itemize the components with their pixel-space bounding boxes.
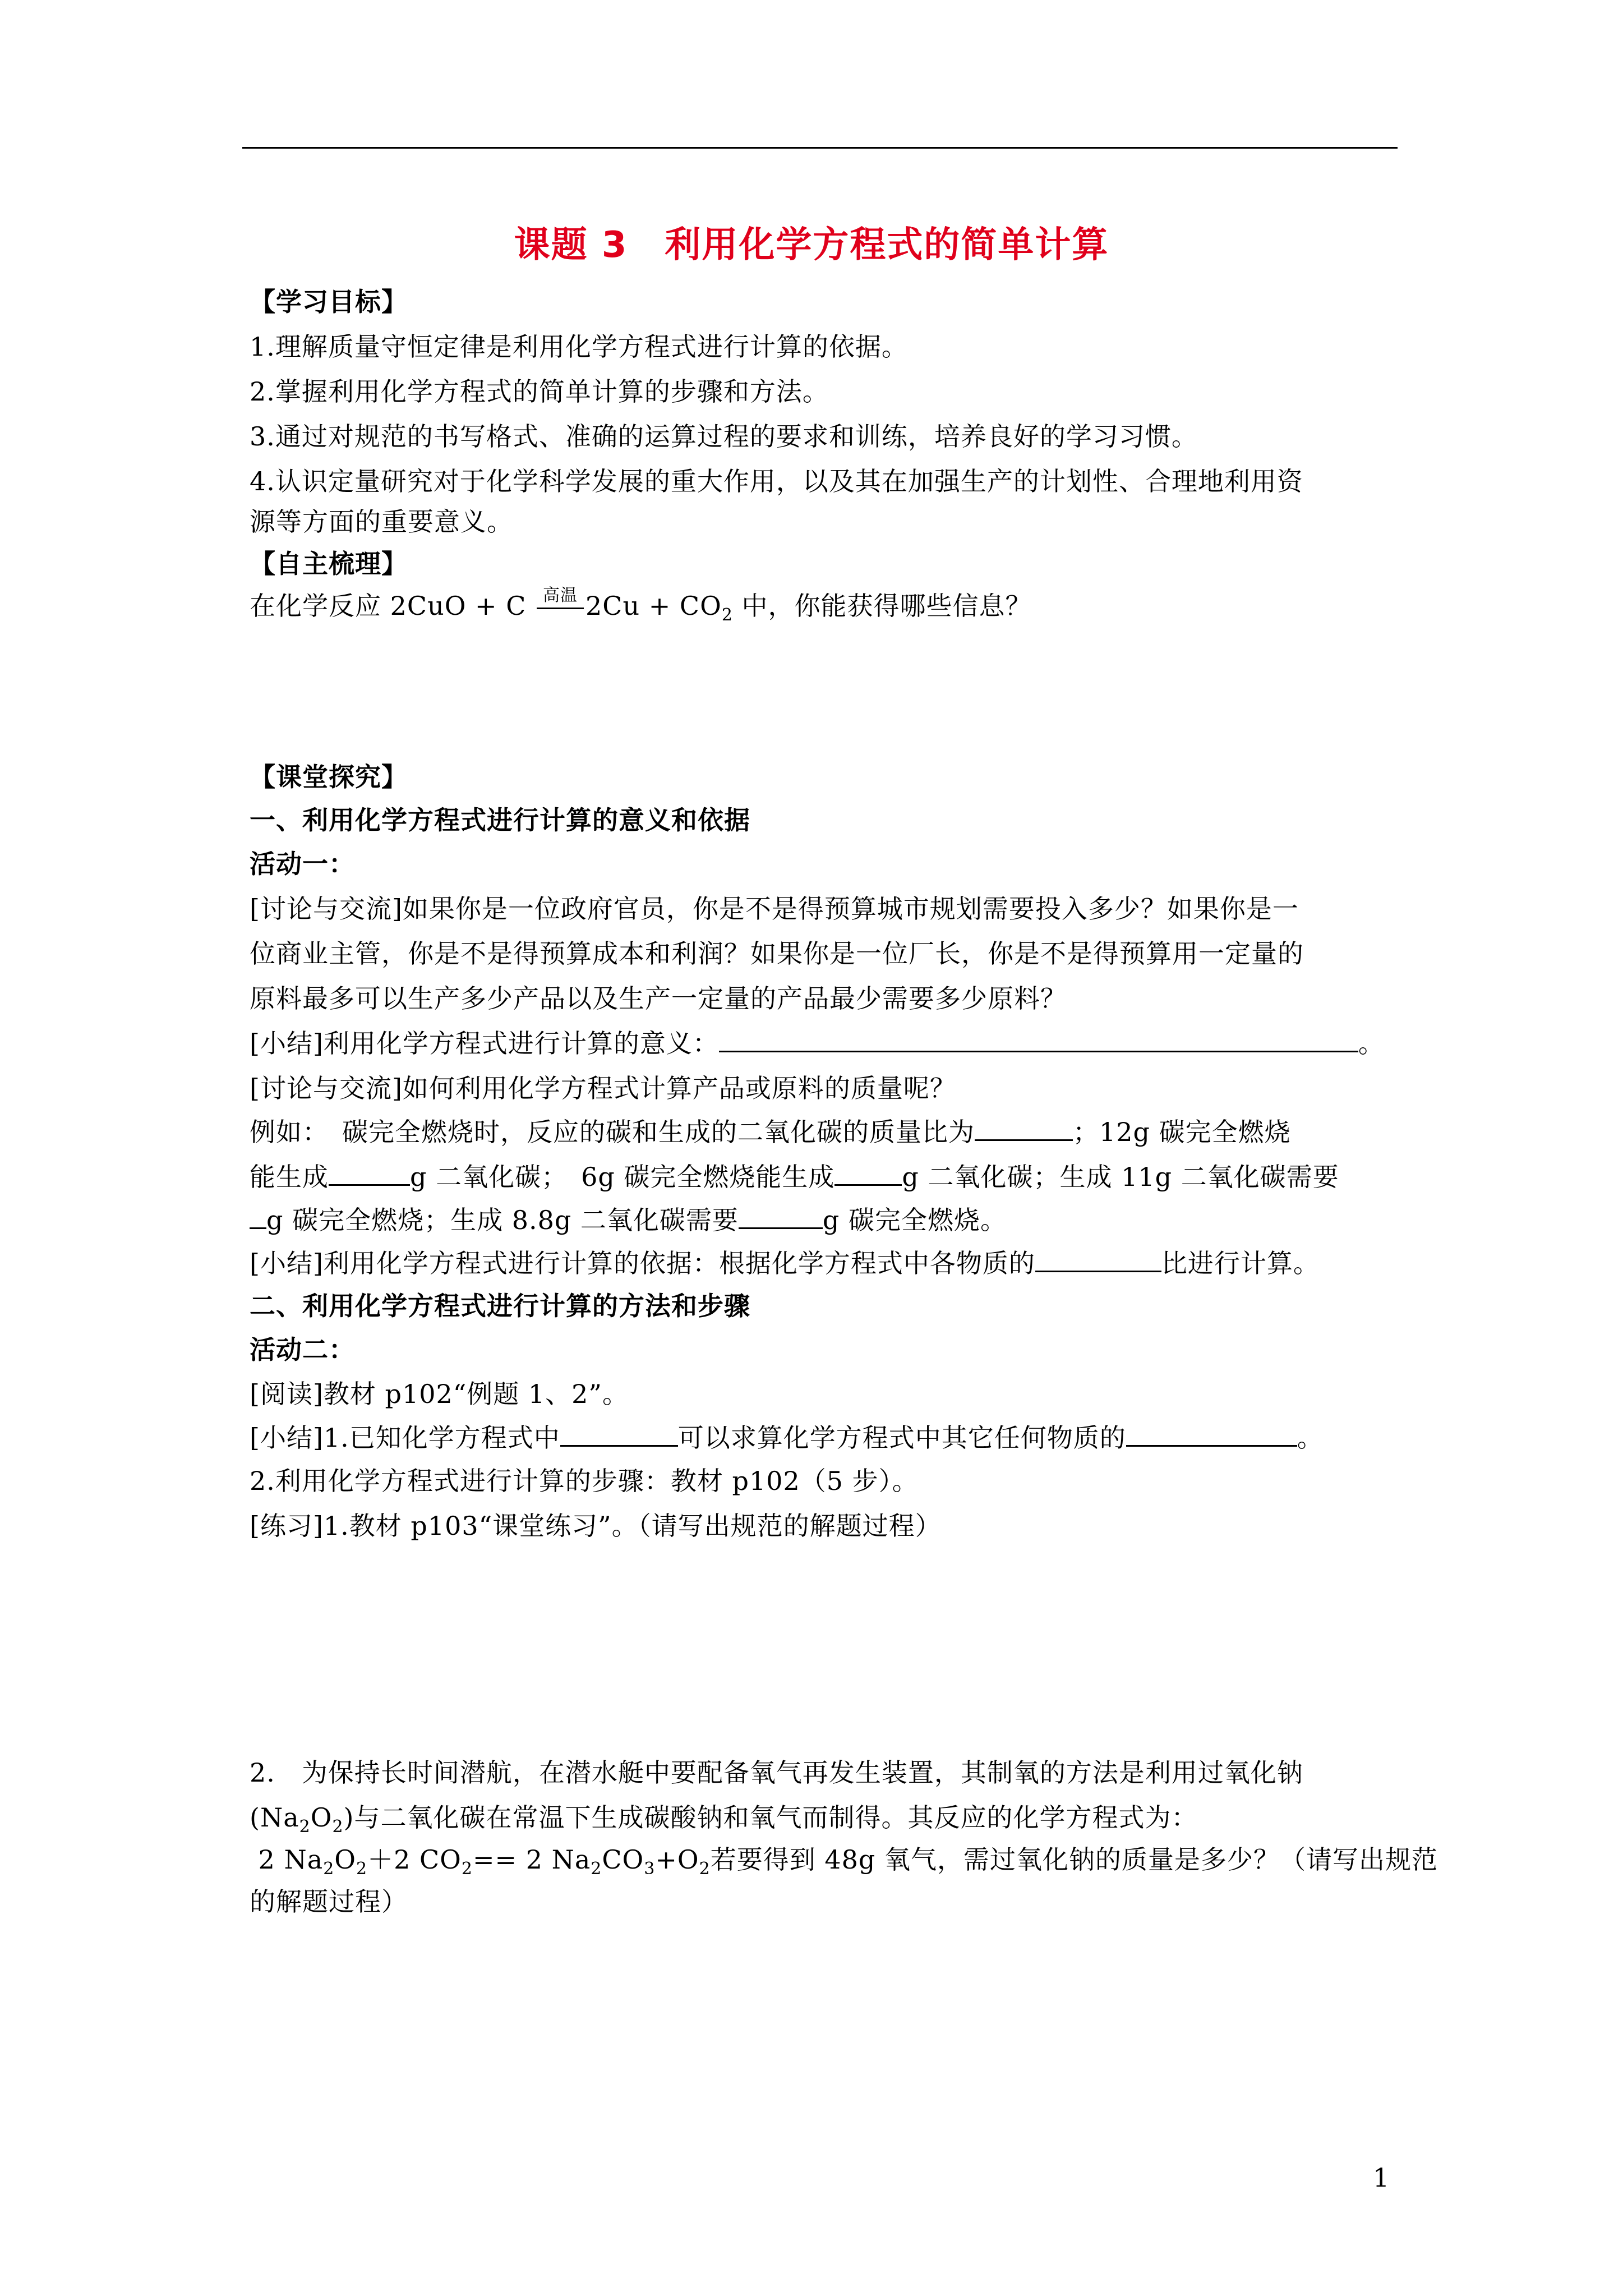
header-rule xyxy=(242,147,1398,149)
answer-blank[interactable] xyxy=(1035,1247,1161,1272)
answer-blank[interactable] xyxy=(560,1421,678,1447)
objective-item: 1.理解质量守恒定律是利用化学方程式进行计算的依据。 xyxy=(250,332,908,362)
section-heading: 二、利用化学方程式进行计算的方法和步骤 xyxy=(250,1291,750,1321)
example-text: g 碳完全燃烧；生成 8.8g 二氧化碳需要 g 碳完全燃烧。 xyxy=(250,1203,1007,1237)
summary-steps: 2.利用化学方程式进行计算的步骤：教材 p102（5 步）。 xyxy=(250,1466,919,1496)
question-text: $(Na_2O_2)$与二氧化碳在常温下生成碳酸钠和氧气而制得。其反应的化学方程式为： xyxy=(250,1802,1198,1837)
question-text: 2 $Na_2O_2+2$ $CO_2== 2$ $Na_2CO_3+O_2$若要得到 48g 氧气，需过氧化钠的质量是多少？（请写出规范 xyxy=(250,1844,1438,1879)
reaction-condition xyxy=(535,586,585,623)
objective-item: 3.通过对规范的书写格式、准确的运算过程的要求和训练，培养良好的学习习惯。 xyxy=(250,421,1198,452)
example-text: 能生成 g 二氧化碳； 6g 碳完全燃烧能生成 g 二氧化碳；生成 11g 二氧化碳需要 xyxy=(250,1162,1339,1192)
reading-text: [阅读]教材 p102“例题 1、2”。 xyxy=(250,1379,629,1409)
reaction-condition-label: 高温 xyxy=(543,586,578,605)
summary-method: [小结]1.已知化学方程式中 可以求算化学方程式中其它任何物质的 。 xyxy=(250,1423,1324,1453)
answer-blank[interactable] xyxy=(739,1204,823,1229)
objectives-heading: 【学习目标】 xyxy=(250,287,408,317)
example-text: 例如： 碳完全燃烧时，反应的碳和生成的二氧化碳的质量比为 ；12g 碳完全燃烧 xyxy=(250,1117,1291,1147)
answer-blank[interactable] xyxy=(329,1161,410,1186)
question-text: 的解题过程） xyxy=(250,1887,408,1917)
discussion-text: 原料最多可以生产多少产品以及生产一定量的产品最少需要多少原料？ xyxy=(250,983,1067,1014)
summary-significance: [小结]利用化学方程式进行计算的意义： 。 xyxy=(250,1028,1385,1059)
answer-blank[interactable] xyxy=(1126,1421,1297,1447)
summary-basis: [小结]利用化学方程式进行计算的依据：根据化学方程式中各物质的 比进行计算。 xyxy=(250,1248,1320,1278)
page-number: 1 xyxy=(1373,2162,1390,2193)
section-heading: 一、利用化学方程式进行计算的意义和依据 xyxy=(250,805,750,835)
reaction-subscript: 2 xyxy=(721,605,733,625)
question-text: 2. 为保持长时间潜航，在潜水艇中要配备氧气再发生装置，其制氧的方法是利用过氧化钠 xyxy=(250,1757,1303,1788)
reaction-products: 2Cu + CO xyxy=(585,591,722,621)
discussion-text: 位商业主管，你是不是得预算成本和利润？如果你是一位厂长，你是不是得预算用一定量的 xyxy=(250,938,1304,969)
reaction-question xyxy=(250,586,1032,625)
reaction-reactants: 在化学反应 2CuO + C xyxy=(250,591,536,621)
activity-heading: 活动二： xyxy=(250,1335,355,1365)
answer-blank[interactable] xyxy=(975,1116,1073,1141)
discussion-text: [讨论与交流]如果你是一位政府官员，你是不是得预算城市规划需要投入多少？如果你是一 xyxy=(250,894,1299,924)
objective-item: 源等方面的重要意义。 xyxy=(250,507,513,537)
page-title: 课题 3 利用化学方程式的简单计算 xyxy=(514,224,1109,266)
objective-item: 2.掌握利用化学方程式的简单计算的步骤和方法。 xyxy=(250,376,829,407)
objective-item: 4.认识定量研究对于化学科学发展的重大作用，以及其在加强生产的计划性、合理地利用资 xyxy=(250,466,1303,496)
answer-blank[interactable] xyxy=(250,1204,266,1229)
reaction-question-text: 中，你能获得哪些信息？ xyxy=(732,591,1032,621)
answer-blank[interactable] xyxy=(719,1027,1358,1052)
answer-blank[interactable] xyxy=(834,1161,902,1186)
practice-text: [练习]1.教材 p103“课堂练习”。（请写出规范的解题过程） xyxy=(250,1511,942,1541)
discussion-text: [讨论与交流]如何利用化学方程式计算产品或原料的质量呢？ xyxy=(250,1073,956,1103)
self-study-heading: 【自主梳理】 xyxy=(250,549,408,579)
explore-heading: 【课堂探究】 xyxy=(250,762,408,792)
activity-heading: 活动一： xyxy=(250,849,355,879)
